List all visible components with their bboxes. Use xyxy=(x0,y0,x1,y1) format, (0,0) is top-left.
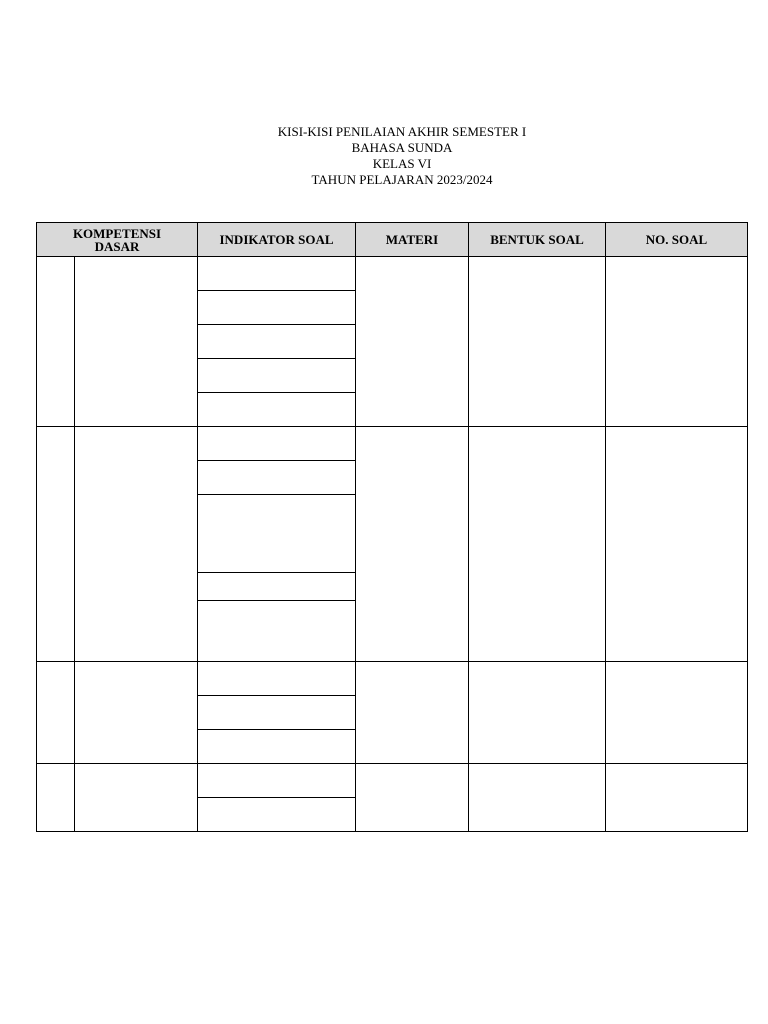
cell-kompetensi xyxy=(75,662,198,764)
table-row xyxy=(37,427,748,461)
cell-no-soal xyxy=(606,662,748,764)
cell-materi xyxy=(356,427,469,662)
header-materi: MATERI xyxy=(356,223,469,257)
cell-indikator xyxy=(198,393,356,427)
cell-indikator xyxy=(198,601,356,662)
cell-indikator xyxy=(198,291,356,325)
cell-bentuk xyxy=(469,764,606,832)
header-no-soal: NO. SOAL xyxy=(606,223,748,257)
table-row xyxy=(37,662,748,696)
cell-no-soal xyxy=(606,764,748,832)
header-row xyxy=(37,223,748,257)
cell-bentuk xyxy=(469,257,606,427)
cell-no xyxy=(37,427,75,662)
cell-materi xyxy=(356,662,469,764)
cell-no xyxy=(37,257,75,427)
cell-indikator xyxy=(198,696,356,730)
header-bentuk-soal: BENTUK SOAL xyxy=(469,223,606,257)
cell-indikator xyxy=(198,764,356,798)
title-line-2: BAHASA SUNDA xyxy=(351,140,453,155)
cell-indikator xyxy=(198,798,356,832)
title-line-1: KISI-KISI PENILAIAN AKHIR SEMESTER I xyxy=(277,124,527,139)
title-line-3: KELAS VI xyxy=(372,156,432,171)
cell-materi xyxy=(356,257,469,427)
cell-indikator xyxy=(198,427,356,461)
cell-kompetensi xyxy=(75,257,198,427)
cell-indikator xyxy=(198,461,356,495)
kisi-kisi-table xyxy=(36,222,748,832)
header-kompetensi-dasar xyxy=(37,223,198,257)
document-title xyxy=(0,124,768,188)
cell-bentuk xyxy=(469,662,606,764)
header-kompetensi-line-2: DASAR xyxy=(94,238,140,254)
title-line-4: TAHUN PELAJARAN 2023/2024 xyxy=(311,172,493,187)
cell-no-soal xyxy=(606,257,748,427)
cell-indikator xyxy=(198,662,356,696)
cell-kompetensi xyxy=(75,427,198,662)
cell-indikator xyxy=(198,495,356,573)
cell-indikator xyxy=(198,359,356,393)
cell-bentuk xyxy=(469,427,606,662)
cell-materi xyxy=(356,764,469,832)
cell-no xyxy=(37,764,75,832)
cell-indikator xyxy=(198,573,356,601)
cell-no xyxy=(37,662,75,764)
cell-indikator xyxy=(198,730,356,764)
cell-no-soal xyxy=(606,427,748,662)
cell-indikator xyxy=(198,325,356,359)
header-kompetensi-line-1: KOMPETENSI xyxy=(72,225,162,241)
table-row xyxy=(37,764,748,798)
cell-indikator xyxy=(198,257,356,291)
cell-kompetensi xyxy=(75,764,198,832)
table-row xyxy=(37,257,748,291)
header-indikator-soal: INDIKATOR SOAL xyxy=(198,223,356,257)
